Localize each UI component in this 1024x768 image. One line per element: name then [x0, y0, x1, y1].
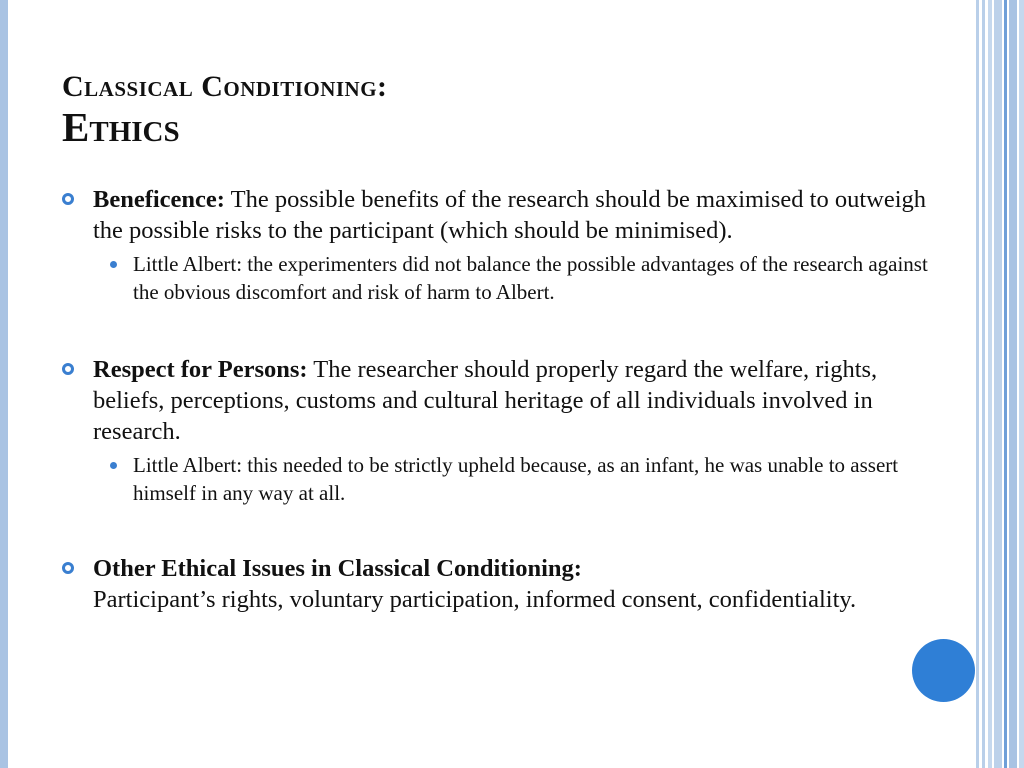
bullet-marker-icon	[62, 363, 74, 375]
title-line-2: Ethics	[62, 104, 180, 150]
subbullet-marker-icon	[110, 462, 117, 469]
subbullet-text: Little Albert: this needed to be strictly upheld because, as an infant, he was unable to assert himself in any way at all.	[133, 453, 899, 505]
bullet-text: The researcher should properly regard the welfare, rights, beliefs, perceptions, customs and cultural heritage of all individuals involved in research.	[93, 356, 878, 445]
decorative-circle	[912, 639, 975, 702]
bullet-other-ethical-issues	[62, 553, 930, 615]
subbullet-text: Little Albert: the experimenters did not balance the possible advantages of the research against the obvious discomfort and risk of harm to Albert.	[133, 252, 928, 304]
bullet-term: Other Ethical Issues in Classical Conditioning:	[93, 555, 582, 582]
left-border-highlight	[8, 0, 9, 768]
bullet-respect-for-persons	[62, 354, 930, 447]
bullet-text: The possible benefits of the research should be maximised to outweigh the possible risks to the participant (which should be minimised).	[93, 186, 927, 244]
bullet-marker-icon	[62, 193, 74, 205]
subbullet-respect-for-persons	[102, 452, 930, 507]
bullet-marker-icon	[62, 562, 74, 574]
title-line-1: Classical Conditioning:	[62, 70, 388, 103]
bullet-text: Participant’s rights, voluntary participation, informed consent, confidentiality.	[93, 586, 857, 613]
subbullet-beneficence	[102, 251, 930, 306]
right-stripes	[976, 0, 1024, 768]
slide-content	[62, 184, 930, 615]
bullet-beneficence	[62, 184, 930, 246]
bullet-term: Respect for Persons:	[93, 356, 308, 383]
bullet-term: Beneficence:	[93, 186, 225, 213]
left-border	[0, 0, 8, 768]
subbullet-marker-icon	[110, 261, 117, 268]
slide-title	[62, 70, 942, 150]
